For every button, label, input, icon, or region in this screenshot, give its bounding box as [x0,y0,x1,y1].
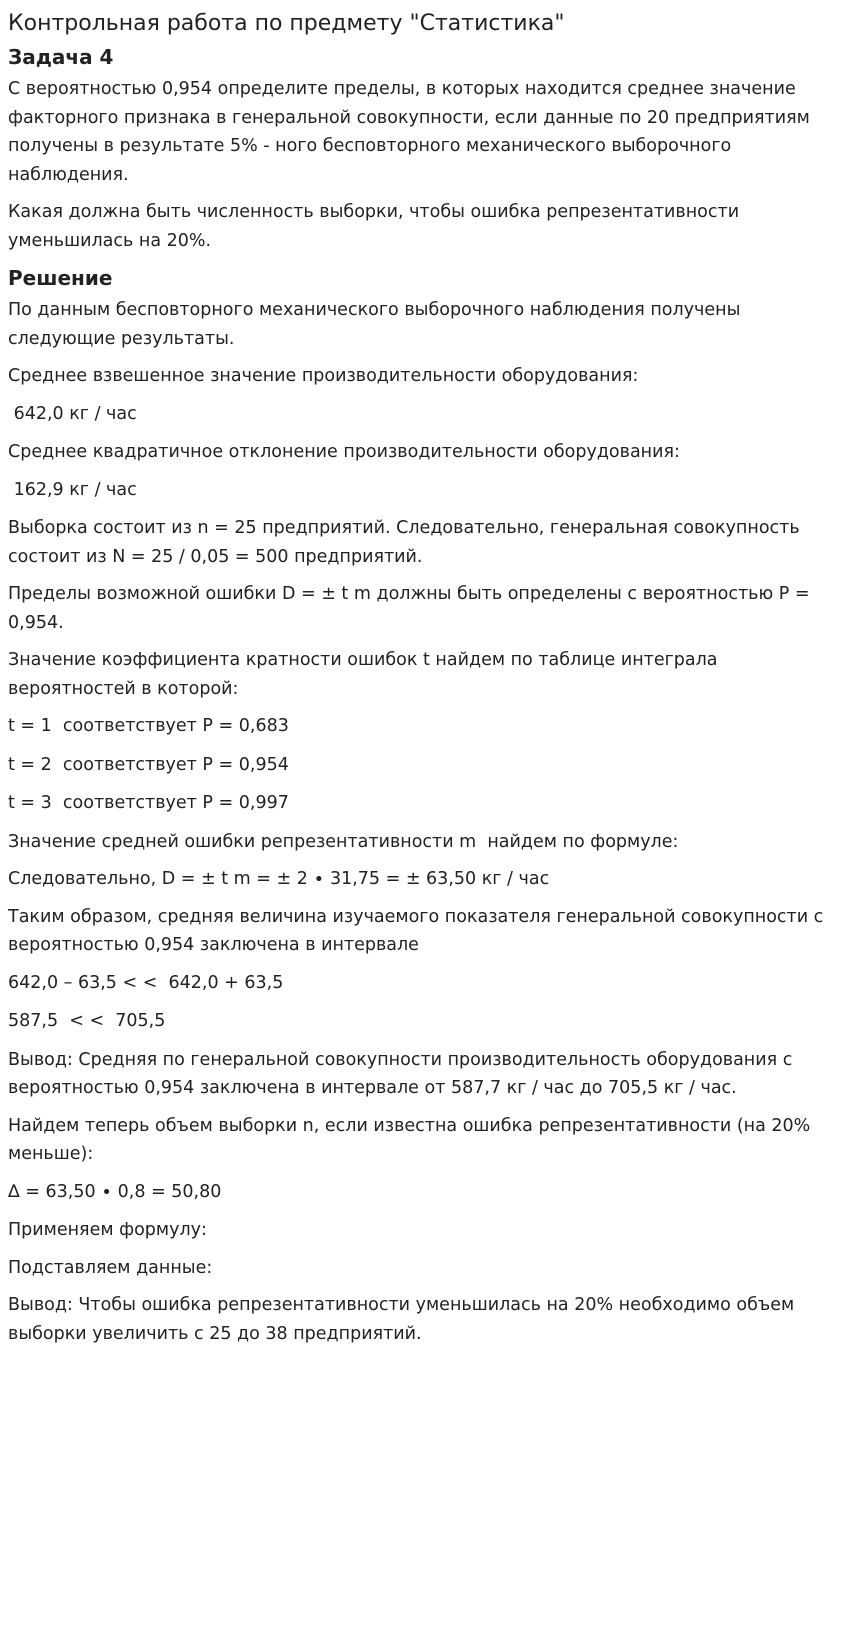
solution-paragraph: Среднее взвешенное значение производительности оборудования: [8,366,639,386]
task-body [8,75,839,255]
solution-paragraph: Применяем формулу: [8,1220,207,1240]
solution-paragraph: Таким образом, средняя величина изучаемого показателя генеральной совокупности с вероятностью 0,954 заключена в интервале [8,906,829,955]
solution-paragraph: Найдем теперь объем выборки n, если известна ошибка репрезентативности (на 20% меньше): [8,1115,816,1164]
probability-row: t = 2 соответствует P = 0,954 [8,754,289,775]
solution-paragraph: Пределы возможной ошибки D = ± t m должны быть определены с вероятностью P = 0,954. [8,584,816,633]
conclusion-paragraph: Вывод: Чтобы ошибка репрезентативности уменьшилась на 20% необходимо объем выборки увеличить с 25 до 38 предприятий. [8,1295,800,1344]
solution-paragraph: По данным бесповторного механического выборочного наблюдения получены следующие результаты. [8,300,746,349]
solution-heading: Решение [8,266,113,290]
task-paragraph: Какая должна быть численность выборки, чтобы ошибка репрезентативности уменьшилась на 20%. [8,202,745,251]
task-paragraph: С вероятностью 0,954 определите пределы, в которых находится среднее значение факторного признака в генеральной совокупности, если данные по 20 предприятиям получены в результате 5% - ного бесповторного механического выборочного наблюдения. [8,79,816,185]
solution-paragraph: Среднее квадратичное отклонение производительности оборудования: [8,442,680,462]
mean-value: 642,0 кг / час [8,403,137,424]
solution-paragraph: Значение средней ошибки репрезентативности m найдем по формуле: [8,831,679,852]
interval-formula: 642,0 – 63,5 < < 642,0 + 63,5 [8,972,284,993]
solution-paragraph: Выборка состоит из n = 25 предприятий. Следовательно, генеральная совокупность состоит из N = 25 / 0,05 = 500 предприятий. [8,518,806,567]
probability-row: t = 1 соответствует P = 0,683 [8,716,289,736]
solution-paragraph: Следовательно, D = ± t m = ± 2 ∙ 31,75 = ± 63,50 кг / час [8,869,550,889]
conclusion-paragraph: Вывод: Средняя по генеральной совокупности производительность оборудования с вероятностью 0,954 заключена в интервале от 587,7 кг / час до 705,5 кг / час. [8,1049,798,1098]
solution-paragraph: Значение коэффициента кратности ошибок t найдем по таблице интеграла вероятностей в которой: [8,650,724,699]
probability-row: t = 3 соответствует P = 0,997 [8,793,289,813]
interval-result: 587,5 < < 705,5 [8,1011,166,1031]
page-title: Контрольная работа по предмету "Статистика" [8,11,565,36]
task-heading: Задача 4 [8,45,114,69]
std-deviation-value: 162,9 кг / час [8,479,137,500]
solution-paragraph: Подставляем данные: [8,1257,213,1278]
solution-body [8,296,839,1348]
error-formula: ∆ = 63,50 ∙ 0,8 = 50,80 [8,1181,222,1202]
